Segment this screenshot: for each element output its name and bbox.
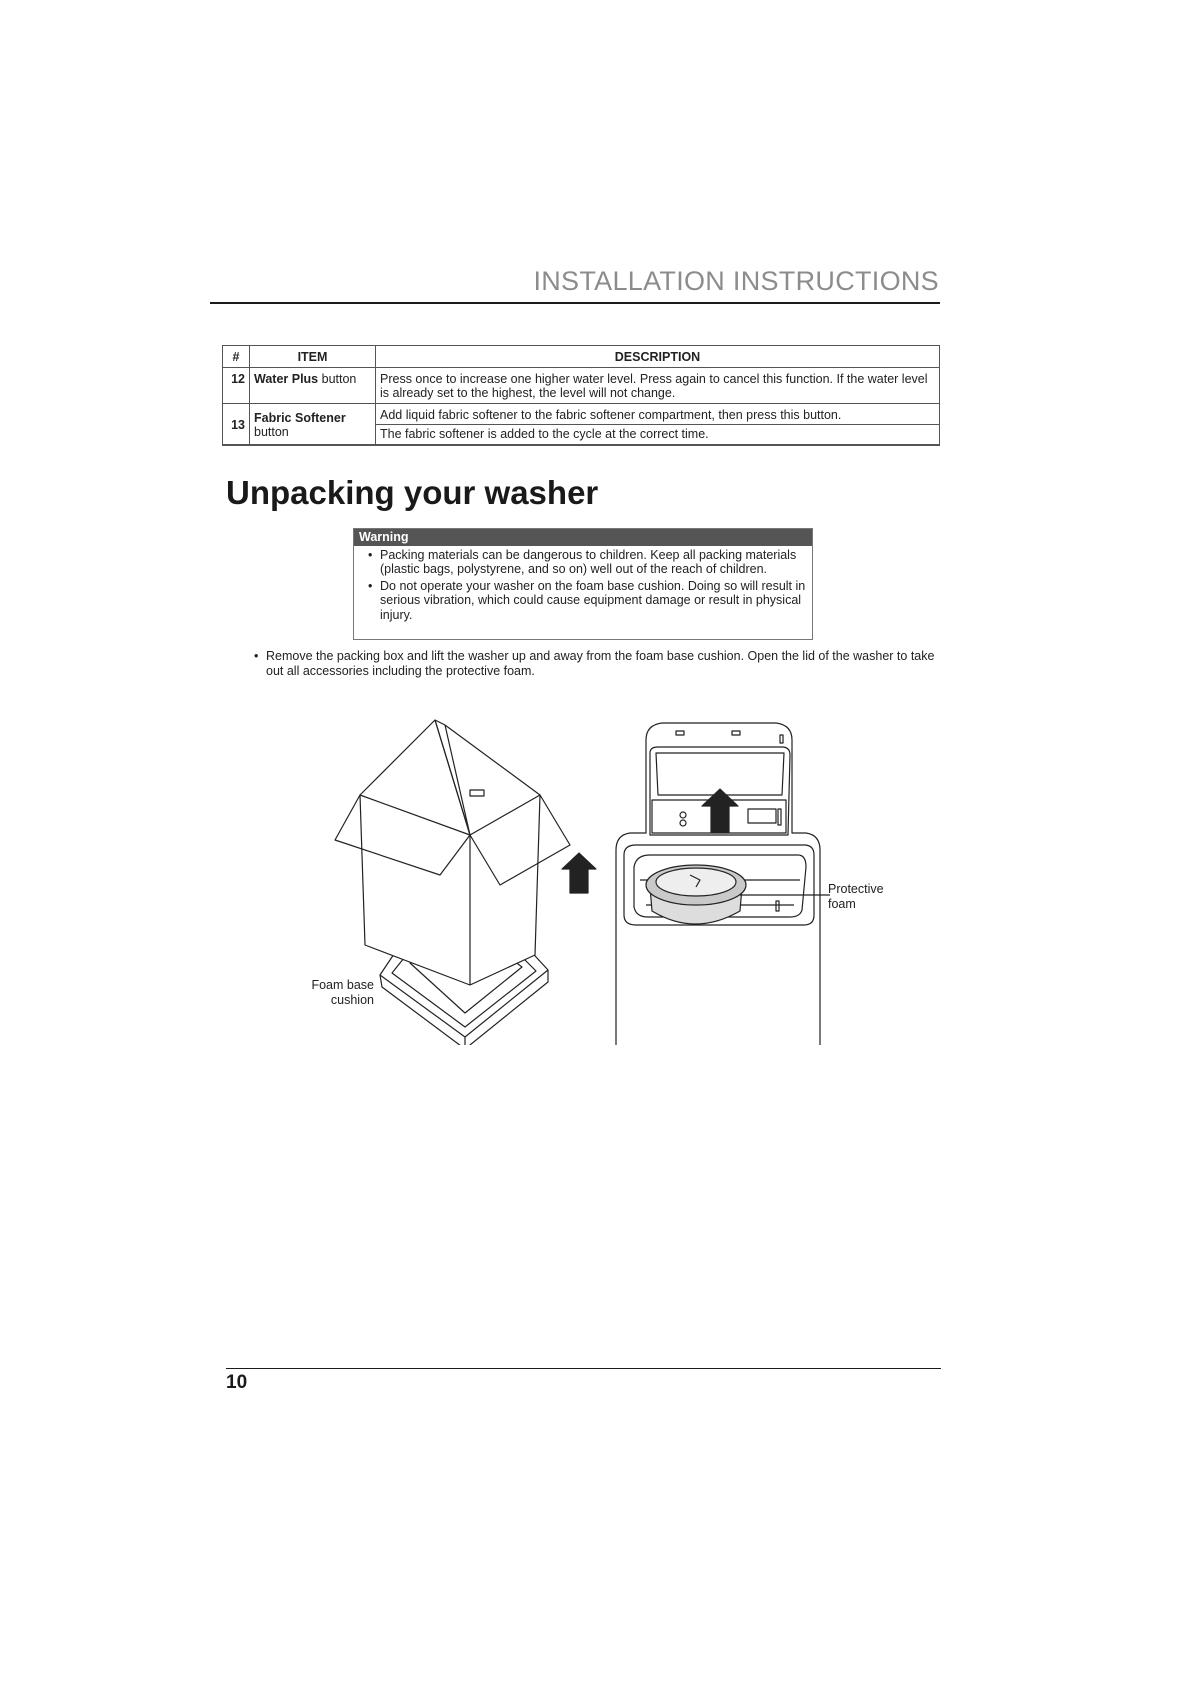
item-name-bold: Fabric Softener: [254, 410, 346, 425]
column-header-item: ITEM: [250, 346, 376, 368]
item-name-rest: button: [318, 372, 357, 386]
footer-divider: [226, 1368, 941, 1369]
warning-list: [354, 548, 812, 623]
warning-title: Warning: [354, 529, 812, 546]
items-table: [222, 345, 940, 446]
item-name-bold: Water Plus: [254, 372, 319, 386]
header-divider: [210, 302, 940, 304]
row-item: [250, 404, 376, 446]
warning-item: • Do not operate your washer on the foam base cushion. Doing so will result in serious vibration, which could cause equipment damage or result in physical injury.: [380, 579, 812, 623]
lift-arrow-left: [562, 853, 596, 893]
warning-box: [353, 528, 813, 640]
column-header-description: DESCRIPTION: [376, 346, 940, 368]
row-description: [376, 404, 940, 446]
row-item: [250, 368, 376, 404]
protective-foam-label: Protective foam: [828, 882, 884, 911]
table-row: [223, 368, 940, 404]
row-number: 12: [223, 368, 250, 404]
protective-foam-drawing: [646, 865, 746, 924]
page-number: 10: [226, 1372, 248, 1393]
item-name-rest: button: [254, 424, 289, 439]
unpacking-illustration: [300, 705, 920, 1045]
row-description: [376, 368, 940, 404]
packing-box-drawing: [335, 720, 570, 985]
instruction-bullet: • Remove the packing box and lift the washer up and away from the foam base cushion. Open the lid of the washer to take out all accessories including the protective foam.: [266, 649, 946, 678]
section-heading: Unpacking your washer: [226, 474, 599, 511]
table-row: [223, 404, 940, 446]
description-text: Add liquid fabric softener to the fabric softener compartment, then press this button.: [380, 408, 842, 422]
description-text: Press once to increase one higher water level. Press again to cancel this function. If the water level is already set to the highest, the level will not change.: [380, 372, 928, 400]
description-divider: [376, 424, 939, 425]
warning-item: • Packing materials can be dangerous to children. Keep all packing materials (plastic bags, polystyrene, and so on) well out of the reach of children.: [380, 548, 812, 577]
column-header-number: #: [223, 346, 250, 368]
row-number: 13: [223, 404, 250, 446]
foam-base-cushion-label: Foam base cushion: [311, 978, 374, 1007]
description-text: The fabric softener is added to the cycle at the correct time.: [380, 427, 709, 441]
table-header-row: [223, 346, 940, 368]
page-section-title: INSTALLATION INSTRUCTIONS: [533, 266, 939, 296]
